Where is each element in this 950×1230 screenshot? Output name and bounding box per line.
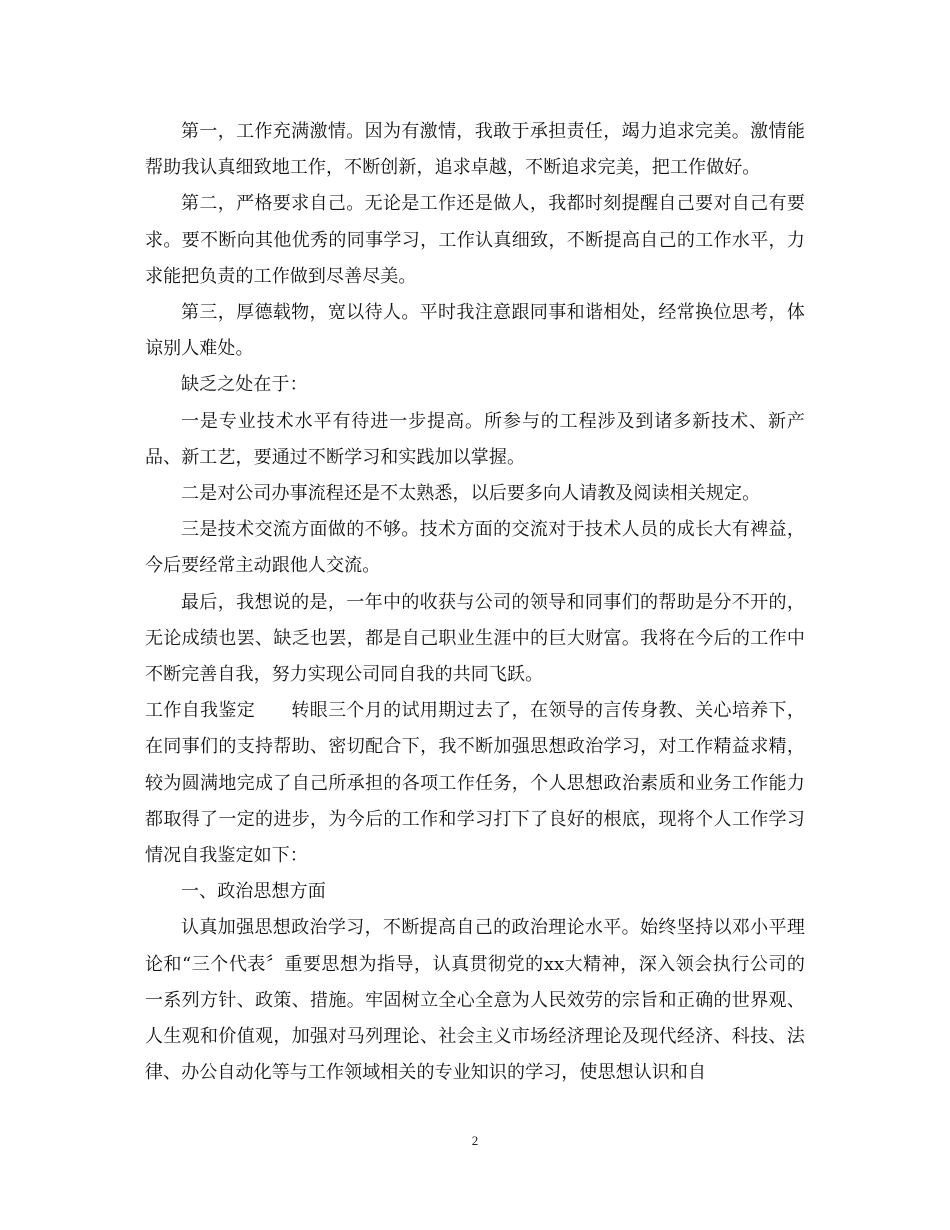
paragraph-passion: 第一，工作充满激情。因为有激情，我敢于承担责任，竭力追求完美。激情能帮助我认真细致地工作，不断创新，追求卓越，不断追求完美，把工作做好。 [145, 121, 805, 179]
document-body [145, 114, 805, 1091]
section-intro: 转眼三个月的试用期过去了，在领导的言传身教、关心培养下，在同事们的支持帮助、密切配合下，我不断加强思想政治学习，对工作精益求精，较为圆满地完成了自己所承担的各项工作任务，个人思想政治素质和业务工作能力都取得了一定的进步，为今后的工作和学习打下了良好的根底，现将个人工作学习情况自我鉴定如下： [145, 700, 805, 867]
paragraph-conclusion: 最后，我想说的是，一年中的收获与公司的领导和同事们的帮助是分不开的，无论成绩也罢、缺乏也罢，都是自己职业生涯中的巨大财富。我将在今后的工作中不断完善自我，努力实现公司同自我的共同飞跃。 [145, 591, 805, 686]
paragraph-shortcomings-heading: 缺乏之处在于： [181, 374, 308, 396]
section-self-assessment [145, 693, 805, 874]
paragraph-tolerance: 第三，厚德载物，宽以待人。平时我注意跟同事和谐相处，经常换位思考，体谅别人难处。 [145, 302, 805, 360]
paragraph-strict-requirements: 第二，严格要求自己。无论是工作还是做人，我都时刻提醒自己要对自己有要求。要不断向其他优秀的同事学习，工作认真细致，不断提高自己的工作水平，力求能把负责的工作做到尽善尽美。 [145, 193, 805, 287]
paragraph-shortcoming-communication: 三是技术交流方面做的不够。技术方面的交流对于技术人员的成长大有裨益，今后要经常主动跟他人交流。 [145, 519, 805, 577]
paragraph-shortcoming-process: 二是对公司办事流程还是不太熟悉，以后要多向人请教及阅读相关规定。 [181, 483, 761, 505]
section-title: 工作自我鉴定 [145, 700, 256, 722]
page-number: 2 [471, 1133, 479, 1148]
paragraph-political-study: 认真加强思想政治学习，不断提高自己的政治理论水平。始终坚持以邓小平理论和“三个代表〞重要思想为指导，认真贯彻党的xx大精神，深入领会执行公司的一系列方针、政策、措施。牢固树立全心全意为人民效劳的宗旨和正确的世界观、人生观和价值观，加强对马列理论、社会主义市场经济理论及现代经济、科技、法律、办公自动化等与工作领域相关的专业知识的学习，使思想认识和自 [145, 917, 805, 1084]
paragraph-shortcoming-technical: 一是专业技术水平有待进一步提高。所参与的工程涉及到诸多新技术、新产品、新工艺，要通过不断学习和实践加以掌握。 [145, 410, 805, 468]
heading-political-thought: 一、政治思想方面 [181, 881, 326, 903]
